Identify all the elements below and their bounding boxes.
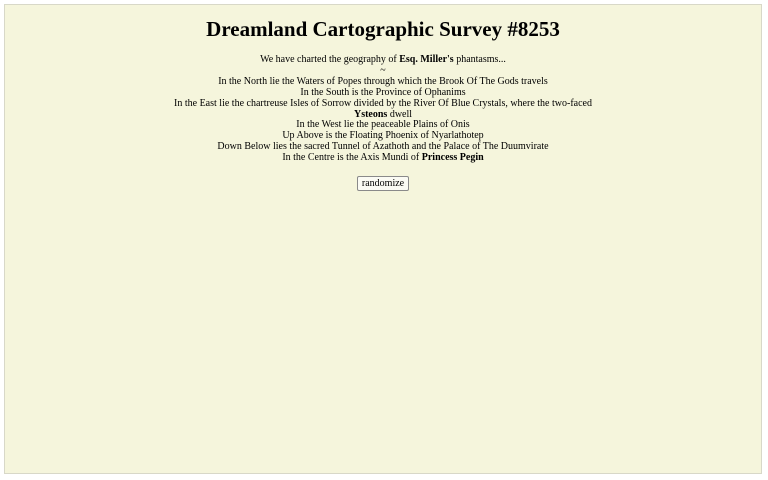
page-container (4, 4, 762, 474)
randomize-button[interactable]: randomize (357, 176, 409, 191)
ruler-name: Princess Pegin (421, 152, 484, 164)
survey-separator: ~ (380, 64, 386, 76)
survey-south: In the South is the Province of Ophanims (300, 86, 466, 98)
survey-east: In the East lie the chartreuse Isles of Sorrow divided by the River Of Blue Crystals, where the two-faced (174, 97, 592, 109)
survey-west: In the West lie the peaceable Plains of Onis (296, 119, 470, 131)
survey-text (5, 55, 761, 164)
survey-north: In the North lie the Waters of Popes through which the Brook Of The Gods travels (218, 75, 548, 87)
creature-name: Ysteons (353, 108, 388, 120)
page-title: Dreamland Cartographic Survey #8253 (206, 17, 560, 41)
survey-centre: In the Centre is the Axis Mundi of Princess Pegin (282, 152, 484, 164)
controls (5, 173, 761, 191)
survey-intro: We have charted the geography of Esq. Miller's phantasms... (260, 54, 506, 65)
survey-below: Down Below lies the sacred Tunnel of Azathoth and the Palace of The Duumvirate (217, 141, 549, 153)
author-name: Esq. Miller's (399, 54, 454, 65)
survey-east-continued: Ysteons dwell (353, 108, 413, 120)
survey-above: Up Above is the Floating Phoenix of Nyarlathotep (282, 130, 484, 142)
